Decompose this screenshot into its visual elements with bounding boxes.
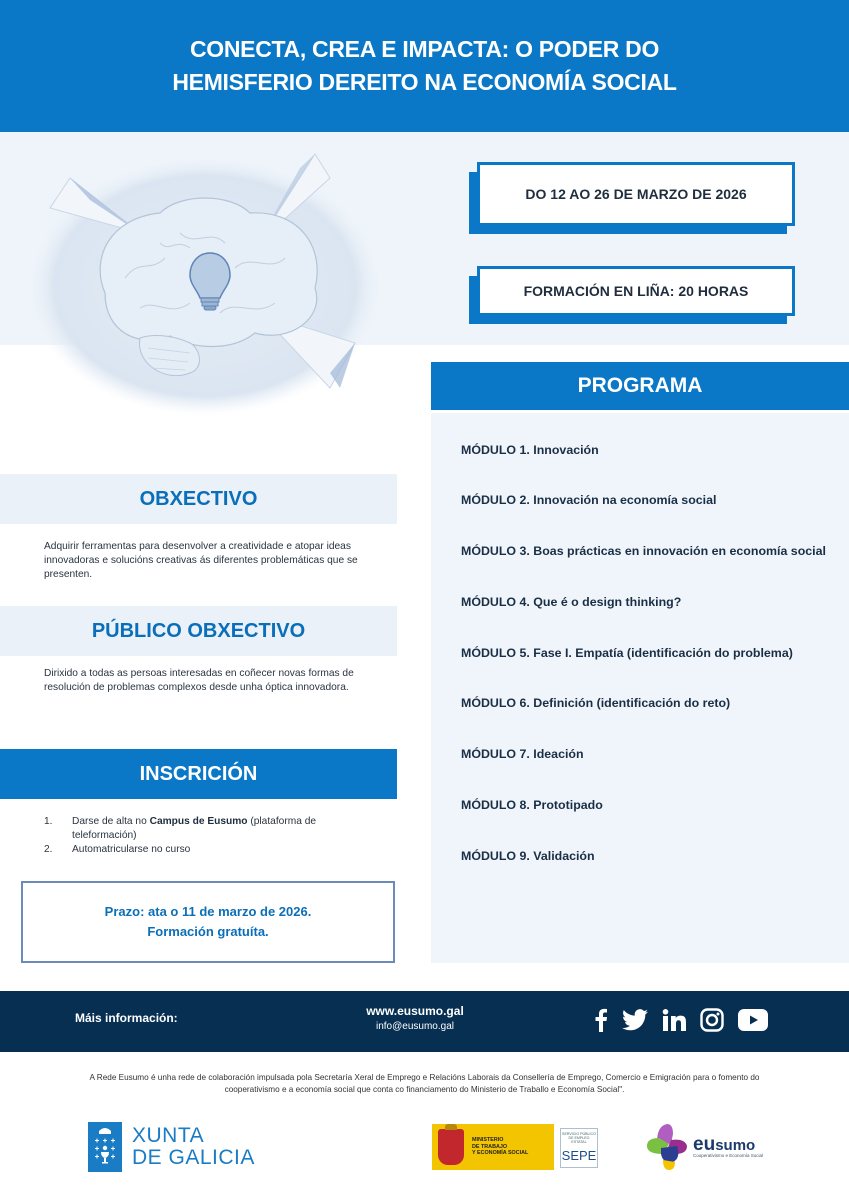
course-format: FORMACIÓN EN LIÑA: 20 HORAS (523, 283, 749, 299)
instagram-icon[interactable] (700, 1008, 724, 1032)
program-heading: PROGRAMA (431, 362, 849, 410)
registration-step (44, 815, 384, 843)
linkedin-icon[interactable] (662, 1009, 686, 1031)
disclaimer-line: A Rede Eusumo é unha rede de colaboración impulsada pola Secretaría Xeral de Emprego e Relacións Laborais da Consellería de Emprego, Comercio e Emigración para o fomento do (89, 1073, 760, 1082)
step-text-post: (plataforma de (247, 816, 317, 827)
eusumo-tagline: Cooperativismo e Economía Social (693, 1152, 764, 1158)
audience-text-line: Dirixido a todas as persoas interesadas en coñecer novas formas de (44, 668, 354, 679)
page-title-line-1: CONECTA, CREA E IMPACTA: O PODER DO (189, 36, 660, 62)
program-module: MÓDULO 2. Innovación na economía social (461, 493, 717, 507)
step-text-cont: teleformación) (72, 830, 137, 841)
objective-text (44, 540, 389, 582)
eusumo-eu: eu (693, 1133, 716, 1155)
xunta-wordmark (132, 1125, 255, 1169)
ministry-line-2: DE TRABAJO (472, 1143, 508, 1150)
contact-footer (0, 991, 849, 1052)
xunta-line-1: XUNTA (132, 1124, 205, 1147)
sepe-wordmark: SEPE (561, 1148, 597, 1163)
eusumo-star-icon (645, 1122, 689, 1172)
xunta-shield-icon (88, 1122, 122, 1172)
objective-text-line: presenten. (44, 569, 93, 580)
sepe-subtitle-1: SERVICIO PÚBLICO (562, 1132, 596, 1136)
step-text: Automatricularse no curso (72, 844, 191, 855)
step-number: 2. (44, 844, 53, 855)
title-banner (0, 0, 849, 132)
ministry-wordmark (472, 1137, 528, 1157)
campus-eusumo-link[interactable]: Campus de Eusumo (149, 816, 248, 827)
deadline-text: Prazo: ata o 11 de marzo de 2026. (104, 904, 312, 919)
facebook-icon[interactable] (594, 1008, 608, 1032)
eusumo-wordmark (693, 1133, 763, 1155)
format-box (477, 266, 795, 316)
more-info-label: Máis información: (75, 1011, 178, 1025)
program-module: MÓDULO 6. Definición (identificación do reto) (461, 696, 731, 710)
xunta-line-2: DE GALICIA (132, 1146, 255, 1169)
objective-text-line: Adquirir ferramentas para desenvolver a creatividade e atopar ideas (44, 541, 351, 552)
program-module: MÓDULO 7. Ideación (461, 747, 584, 761)
dates-box (477, 162, 795, 226)
ministry-line-1: MINISTERIO (472, 1137, 504, 1144)
eusumo-sumo: sumo (715, 1136, 756, 1154)
registration-step (44, 843, 384, 857)
sponsor-logos (0, 1118, 849, 1178)
brain-lightbulb-illustration (30, 148, 390, 420)
youtube-icon[interactable] (738, 1009, 768, 1031)
program-module: MÓDULO 3. Boas prácticas en innovación en economía social (461, 544, 826, 558)
deadline-box (21, 881, 395, 963)
objective-heading: OBXECTIVO (0, 474, 397, 524)
program-module: MÓDULO 4. Que é o design thinking? (461, 595, 682, 609)
disclaimer-line: cooperativismo e a economía social que conta co financiamento do Ministerio de Traballo e Economía Social". (224, 1085, 625, 1094)
program-module: MÓDULO 1. Innovación (461, 443, 599, 457)
step-text (72, 815, 316, 843)
registration-heading: INSCRICIÓN (0, 749, 397, 799)
twitter-icon[interactable] (622, 1009, 648, 1031)
website-link[interactable]: www.eusumo.gal (366, 1004, 464, 1018)
email-link[interactable]: info@eusumo.gal (376, 1021, 454, 1032)
eusumo-logo (645, 1122, 763, 1172)
course-dates: DO 12 AO 26 DE MARZO DE 2026 (525, 186, 747, 202)
objective-text-line: innovadoras e solucións creativas ás diferentes problemáticas que se (44, 555, 358, 566)
social-links (594, 1008, 768, 1032)
program-module: MÓDULO 8. Prototipado (461, 798, 603, 812)
audience-text-line: resolución de problemas complexos desde unha óptica innovadora. (44, 682, 349, 693)
ministry-line-3: Y ECONOMÍA SOCIAL (472, 1150, 529, 1157)
audience-heading: PÚBLICO OBXECTIVO (0, 606, 397, 656)
program-module: MÓDULO 9. Validación (461, 849, 595, 863)
free-training-text: Formación gratuíta. (147, 924, 269, 939)
audience-text (44, 667, 389, 695)
sepe-subtitle-2: DE EMPLEO ESTATAL (568, 1136, 590, 1144)
spain-coat-of-arms-icon (438, 1129, 464, 1165)
ministry-logo (432, 1124, 554, 1170)
program-module: MÓDULO 5. Fase I. Empatía (identificación do problema) (461, 646, 793, 660)
page-title-line-2: HEMISFERIO DEREITO NA ECONOMÍA SOCIAL (172, 69, 677, 95)
step-text-pre: Darse de alta no (72, 816, 150, 827)
funding-disclaimer (40, 1072, 809, 1096)
registration-steps (44, 815, 384, 857)
xunta-de-galicia-logo (88, 1122, 255, 1172)
step-number: 1. (44, 816, 53, 827)
sepe-logo (560, 1128, 598, 1168)
